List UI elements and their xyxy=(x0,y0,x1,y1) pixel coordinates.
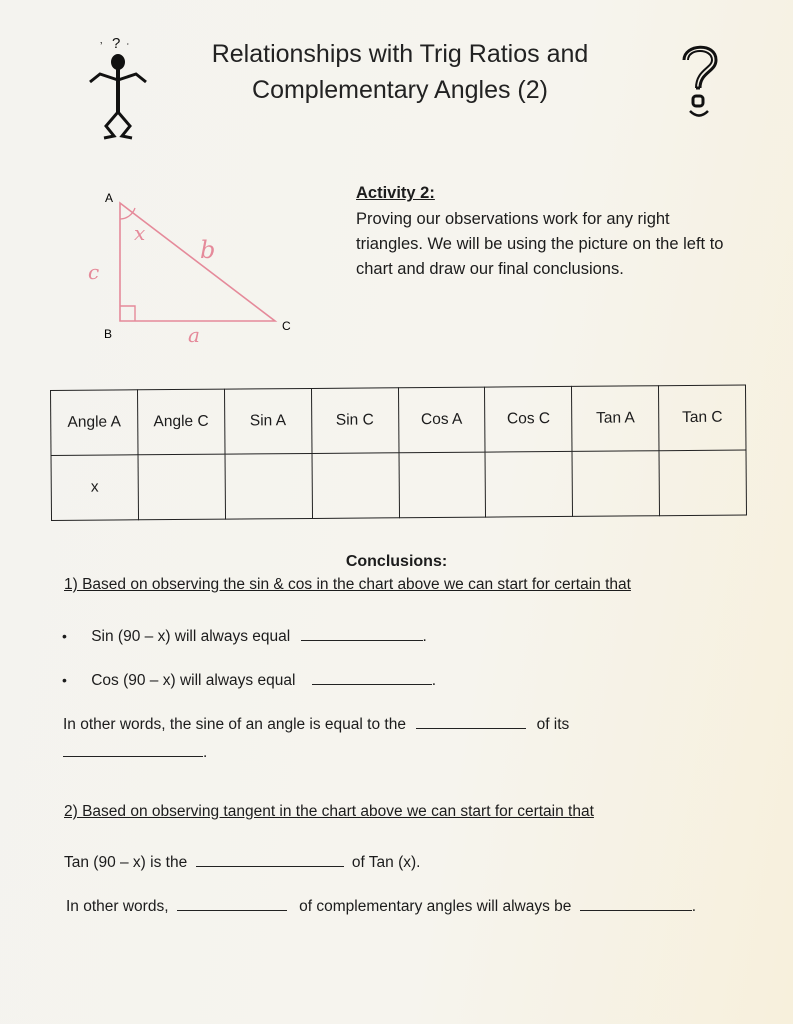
conclusion-item-1: 1) Based on observing the sin & cos in the chart above we can start for certain that xyxy=(64,576,631,593)
svg-text:?: ? xyxy=(112,35,121,52)
page-title xyxy=(150,36,650,108)
other-words-line-2 xyxy=(66,896,696,916)
activity-heading: Activity 2: xyxy=(356,184,435,202)
activity-description: Proving our observations work for any right triangles. We will be using the picture on the left to chart and draw our final conclusions. xyxy=(356,210,724,278)
handwritten-b: b xyxy=(200,236,216,264)
header-angle-c: Angle C xyxy=(137,389,224,455)
vertex-c-label: C xyxy=(282,319,291,333)
cell-tan-c[interactable] xyxy=(659,450,746,516)
bullet-cos-line xyxy=(62,670,436,690)
header-cos-a: Cos A xyxy=(398,387,485,453)
trig-ratio-table xyxy=(50,385,747,521)
handwritten-x: x xyxy=(134,221,146,245)
right-angle-marker xyxy=(120,306,135,321)
conclusion-item-2: 2) Based on observing tangent in the chart above we can start for certain that xyxy=(64,803,594,820)
cell-angle-c[interactable] xyxy=(138,454,225,520)
vertex-b-label: B xyxy=(104,327,113,341)
handwritten-c: c xyxy=(88,260,100,284)
cell-sin-c[interactable] xyxy=(312,453,399,519)
other-words-line-1-cont xyxy=(63,742,207,762)
header-sin-a: Sin A xyxy=(224,388,311,454)
bullet-cos-text: Cos (90 – x) will always equal xyxy=(91,672,296,689)
tan-blank[interactable] xyxy=(196,852,344,867)
cos-period: . xyxy=(431,672,437,689)
bullet-icon: • xyxy=(62,628,67,644)
cell-cos-a[interactable] xyxy=(399,452,486,518)
handwritten-a: a xyxy=(188,323,200,347)
table-row xyxy=(51,450,746,520)
complementary-blank-1[interactable] xyxy=(177,896,287,911)
other-words-1a: In other words, the sine of an angle is equal to the xyxy=(63,716,406,733)
header-tan-c: Tan C xyxy=(659,385,746,451)
svg-text:ʼ: ʼ xyxy=(100,41,103,53)
tan-line-a: Tan (90 – x) is the xyxy=(64,854,188,871)
header-angle-a: Angle A xyxy=(51,390,138,456)
header-sin-c: Sin C xyxy=(311,388,398,454)
its-blank[interactable] xyxy=(63,742,203,757)
table-header-row xyxy=(51,385,746,455)
other-words-2a: In other words, xyxy=(66,898,169,915)
cell-angle-a[interactable]: x xyxy=(51,455,138,521)
svg-text:ʾ: ʾ xyxy=(126,42,130,54)
header-tan-a: Tan A xyxy=(572,386,659,452)
cell-tan-a[interactable] xyxy=(572,451,659,517)
cos-blank[interactable] xyxy=(312,670,432,685)
bullet-sin-text: Sin (90 – x) will always equal xyxy=(91,628,291,645)
sin-blank[interactable] xyxy=(301,626,423,641)
title-line-2: Complementary Angles (2) xyxy=(252,76,548,104)
complementary-blank-2[interactable] xyxy=(580,896,692,911)
vertex-a-label: A xyxy=(105,191,114,205)
confused-stick-figure-icon xyxy=(78,34,158,144)
tan-line xyxy=(64,852,420,872)
title-line-1: Relationships with Trig Ratios and xyxy=(211,40,589,68)
cell-cos-c[interactable] xyxy=(485,451,572,517)
sin-period: . xyxy=(422,628,427,645)
final-period: . xyxy=(691,898,697,915)
its-period: . xyxy=(203,744,208,761)
other-words-2b: of complementary angles will always be xyxy=(299,898,572,915)
right-triangle-diagram xyxy=(80,186,310,351)
bullet-icon: • xyxy=(62,672,67,688)
sine-relation-blank[interactable] xyxy=(416,714,526,729)
other-words-line-1 xyxy=(63,714,569,734)
bullet-sin-line xyxy=(62,626,427,646)
cell-sin-a[interactable] xyxy=(225,453,312,519)
other-words-1b: of its xyxy=(536,716,570,733)
tan-line-b: of Tan (x). xyxy=(351,854,421,871)
conclusions-heading: Conclusions: xyxy=(345,553,448,570)
question-mark-icon xyxy=(670,38,730,118)
header-cos-c: Cos C xyxy=(485,386,572,452)
